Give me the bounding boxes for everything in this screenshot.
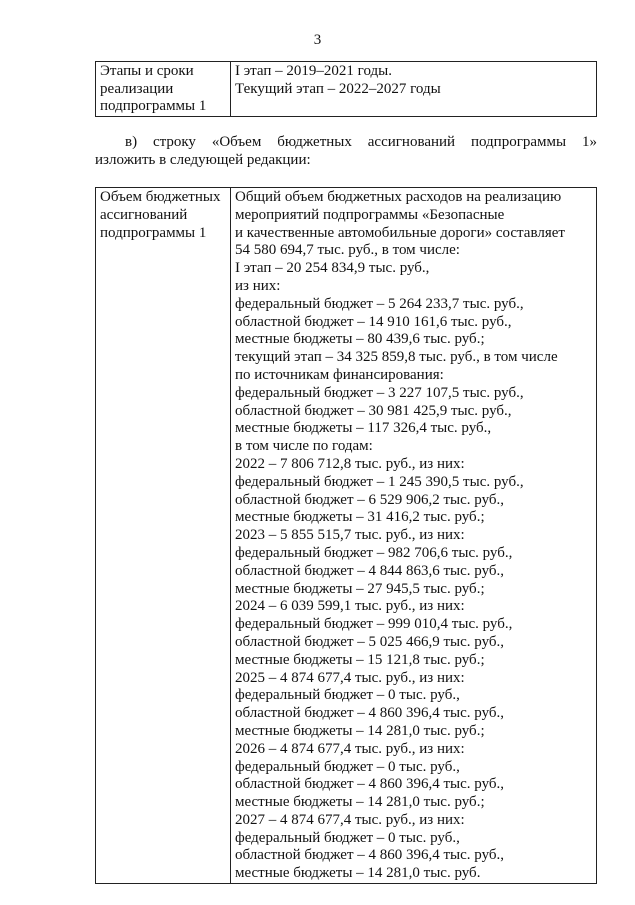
budget-value-line: местные бюджеты – 15 121,8 тыс. руб.; bbox=[235, 651, 485, 668]
stages-value-cell bbox=[231, 62, 597, 117]
budget-value-line: текущий этап – 34 325 859,8 тыс. руб., в том числе bbox=[235, 349, 558, 366]
budget-value-line: областной бюджет – 4 844 863,6 тыс. руб., bbox=[235, 562, 505, 579]
budget-value-line: федеральный бюджет – 0 тыс. руб., bbox=[235, 829, 460, 846]
budget-value-line: по источникам финансирования: bbox=[235, 366, 444, 383]
budget-label-line: подпрограммы 1 bbox=[100, 224, 207, 241]
budget-value-line: областной бюджет – 5 025 466,9 тыс. руб., bbox=[235, 633, 505, 650]
stages-label-line: реализации bbox=[100, 80, 174, 97]
page-number: 3 bbox=[313, 32, 322, 48]
table-row bbox=[96, 188, 597, 884]
budget-value-line: 2023 – 5 855 515,7 тыс. руб., из них: bbox=[235, 527, 465, 544]
paragraph-line: изложить в следующей редакции: bbox=[95, 152, 311, 168]
budget-value-line: местные бюджеты – 14 281,0 тыс. руб.; bbox=[235, 722, 485, 739]
budget-value-line: 2027 – 4 874 677,4 тыс. руб., из них: bbox=[235, 811, 465, 828]
budget-value-line: 54 580 694,7 тыс. руб., в том числе: bbox=[235, 242, 460, 259]
budget-value-line: 2025 – 4 874 677,4 тыс. руб., из них: bbox=[235, 669, 465, 686]
paragraph-line bbox=[95, 133, 597, 151]
budget-value-line: областной бюджет – 4 860 396,4 тыс. руб., bbox=[235, 847, 505, 864]
budget-value-line: 2022 – 7 806 712,8 тыс. руб., из них: bbox=[235, 455, 465, 472]
stages-label-cell bbox=[96, 62, 231, 117]
paragraph-word: 1» bbox=[581, 134, 597, 150]
paragraph-word: строку bbox=[152, 134, 196, 150]
budget-value-line: федеральный бюджет – 3 227 107,5 тыс. руб., bbox=[235, 384, 524, 401]
budget-value-line: 2024 – 6 039 599,1 тыс. руб., из них: bbox=[235, 598, 465, 615]
budget-label-line: ассигнований bbox=[100, 206, 188, 223]
stages-value-line: I этап – 2019–2021 годы. bbox=[235, 63, 392, 79]
budget-value-cell bbox=[231, 188, 597, 884]
budget-value-line: областной бюджет – 4 860 396,4 тыс. руб., bbox=[235, 705, 505, 722]
budget-value-line: в том числе по годам: bbox=[235, 438, 373, 455]
budget-value-line: Общий объем бюджетных расходов на реализацию bbox=[235, 189, 562, 205]
budget-value-line: местные бюджеты – 117 326,4 тыс. руб., bbox=[235, 420, 492, 437]
budget-value-line: областной бюджет – 4 860 396,4 тыс. руб., bbox=[235, 776, 505, 793]
budget-value-line: I этап – 20 254 834,9 тыс. руб., bbox=[235, 260, 430, 277]
budget-value-line: федеральный бюджет – 999 010,4 тыс. руб., bbox=[235, 616, 513, 633]
budget-value-line: из них: bbox=[235, 277, 281, 294]
budget-value-line: федеральный бюджет – 0 тыс. руб., bbox=[235, 687, 460, 704]
budget-label-line: Объем бюджетных bbox=[100, 189, 221, 205]
paragraph-word: подпрограммы bbox=[470, 134, 567, 150]
paragraph-word: «Объем bbox=[211, 134, 262, 150]
budget-value-line: местные бюджеты – 31 416,2 тыс. руб.; bbox=[235, 509, 485, 526]
table-row bbox=[96, 62, 597, 117]
budget-value-line: мероприятий подпрограммы «Безопасные bbox=[235, 206, 505, 223]
budget-value-line: местные бюджеты – 80 439,6 тыс. руб.; bbox=[235, 331, 485, 348]
budget-value-line: местные бюджеты – 14 281,0 тыс. руб.; bbox=[235, 794, 485, 811]
stages-value-line: Текущий этап – 2022–2027 годы bbox=[235, 80, 441, 97]
budget-value-line: областной бюджет – 30 981 425,9 тыс. руб., bbox=[235, 402, 512, 419]
budget-value-line: местные бюджеты – 27 945,5 тыс. руб.; bbox=[235, 580, 485, 597]
budget-table bbox=[95, 187, 597, 884]
budget-value-line: федеральный бюджет – 982 706,6 тыс. руб., bbox=[235, 544, 513, 561]
budget-value-line: и качественные автомобильные дороги» составляет bbox=[235, 224, 565, 241]
paragraph-word: бюджетных bbox=[277, 134, 352, 150]
budget-value-line: 2026 – 4 874 677,4 тыс. руб., из них: bbox=[235, 740, 465, 757]
paragraph-word: ассигнований bbox=[367, 134, 456, 150]
budget-value-line: местные бюджеты – 14 281,0 тыс. руб. bbox=[235, 865, 481, 882]
budget-value-line: областной бюджет – 6 529 906,2 тыс. руб., bbox=[235, 491, 505, 508]
stages-table bbox=[95, 61, 597, 117]
budget-label-cell bbox=[96, 188, 231, 884]
budget-value-line: федеральный бюджет – 0 тыс. руб., bbox=[235, 758, 460, 775]
stages-label-line: подпрограммы 1 bbox=[100, 98, 207, 114]
paragraph-word: в) bbox=[125, 134, 138, 150]
budget-value-line: федеральный бюджет – 5 264 233,7 тыс. руб., bbox=[235, 295, 524, 312]
stages-label-line: Этапы и сроки bbox=[100, 63, 194, 79]
amendment-paragraph bbox=[95, 133, 597, 169]
budget-value-line: областной бюджет – 14 910 161,6 тыс. руб., bbox=[235, 313, 512, 330]
budget-value-line: федеральный бюджет – 1 245 390,5 тыс. руб., bbox=[235, 473, 524, 490]
